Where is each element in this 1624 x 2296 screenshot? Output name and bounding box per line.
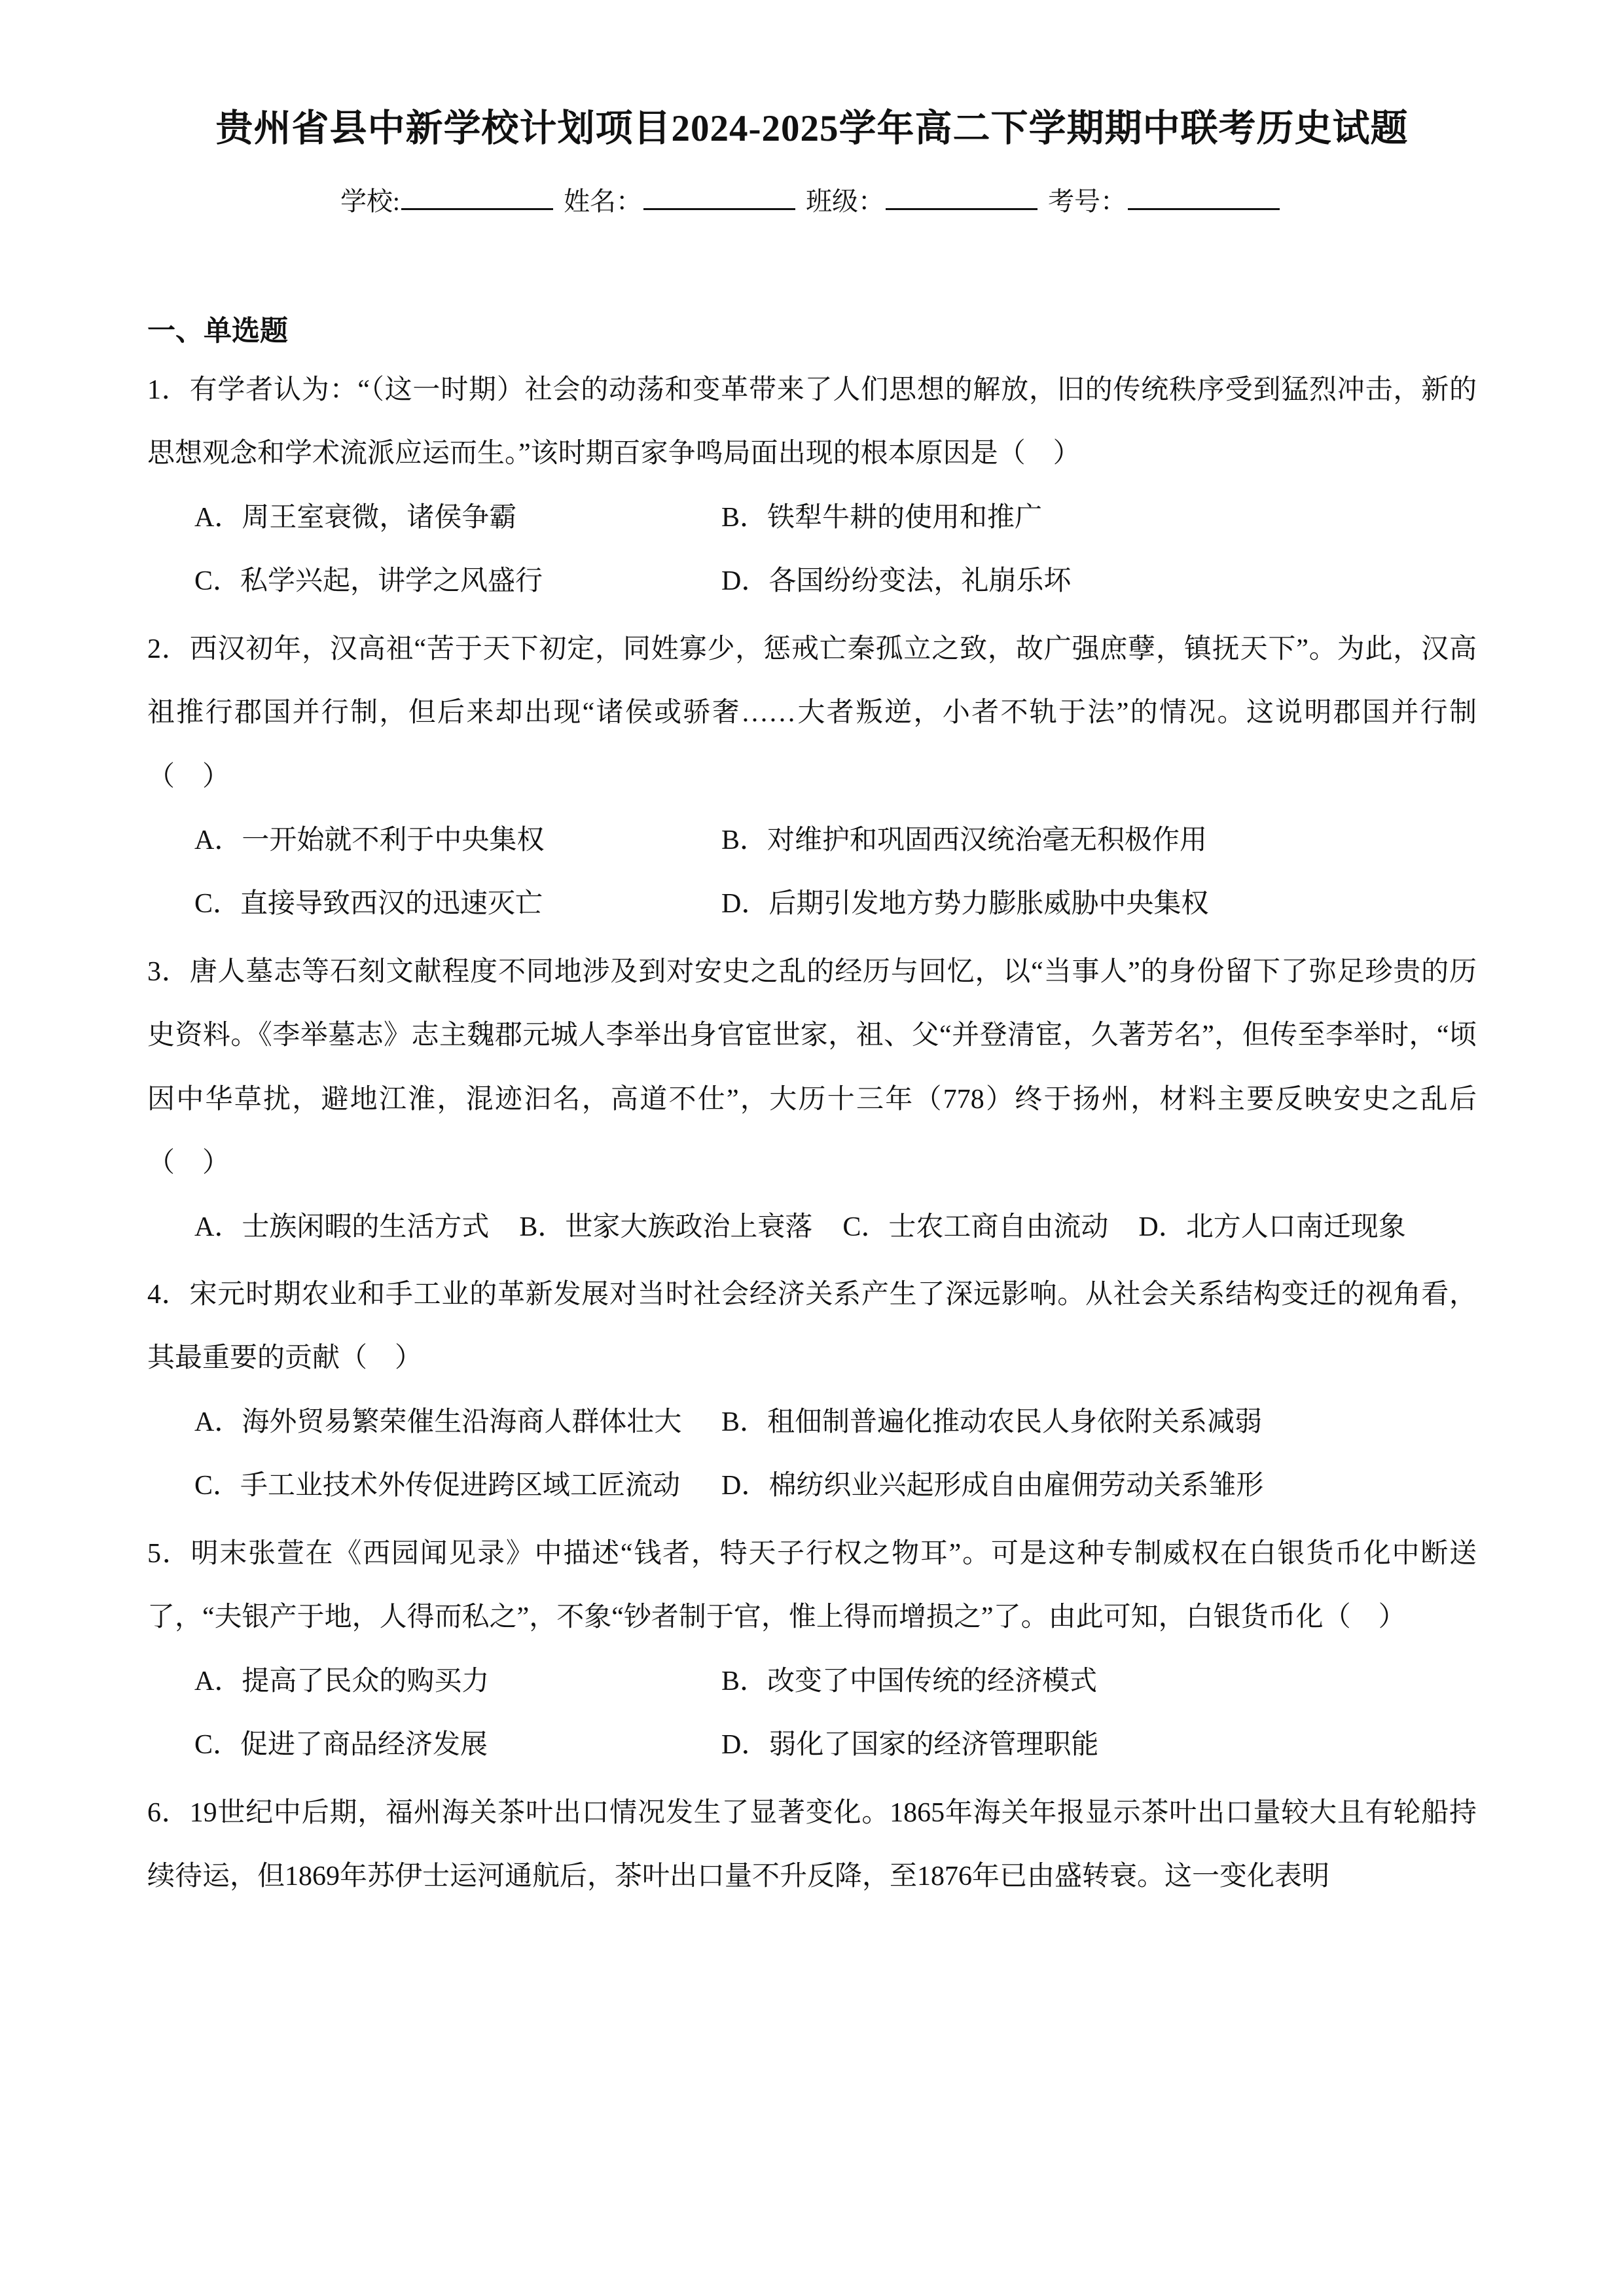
- question-2-option-b: B．对维护和巩固西汉统治毫无积极作用: [721, 825, 1208, 855]
- name-field: [564, 181, 799, 218]
- exam-no-blank: [1128, 181, 1280, 210]
- question-1-option-c: C．私学兴起，讲学之风盛行: [194, 566, 543, 597]
- question-1: [147, 359, 1477, 614]
- class-blank: [886, 181, 1038, 210]
- question-5-options: [147, 1650, 1477, 1778]
- question-1-option-a: A．周王室衰微，诸侯争霸: [194, 502, 517, 533]
- question-3-option-d: D．北方人口南迁现象: [1138, 1211, 1406, 1242]
- section-title: 一、单选题: [147, 316, 288, 348]
- exam-no-label: 考号：: [1048, 187, 1127, 217]
- school-blank: [401, 181, 553, 210]
- question-2-option-c: C．直接导致西汉的迅速灭亡: [194, 889, 543, 920]
- question-4-option-c: C．手工业技术外传促进跨区域工匠流动: [194, 1471, 681, 1501]
- question-6-stem: 6．19世纪中后期，福州海关茶叶出口情况发生了显著变化。1865年海关年报显示茶叶出口量较大且有轮船持续待运，但1869年苏伊士运河通航后，茶叶出口量不升反降，至1876年已由盛转衰。这一变化表明: [147, 1797, 1477, 1892]
- exam-title: 贵州省县中新学校计划项目2024-2025学年高二下学期期中联考历史试题: [215, 108, 1409, 149]
- name-label: 姓名：: [564, 187, 643, 217]
- question-5-stem: 5．明末张萱在《西园闻见录》中描述“钱者，特天子行权之物耳”。可是这种专制威权在白银货币化中断送了，“夫银产于地，人得而私之”，不象“钞者制于官，惟上得而增损之”了。由此可知，白银货币化（ ）: [147, 1538, 1477, 1633]
- question-4-options: [147, 1391, 1477, 1518]
- exam-no-field: [1048, 181, 1284, 218]
- question-5-option-b: B．改变了中国传统的经济模式: [721, 1666, 1098, 1696]
- question-2-stem: 2．西汉初年，汉高祖“苦于天下初定，同姓寡少，惩戒亡秦孤立之致，故广强庶孽，镇抚天下”。为此，汉高祖推行郡国并行制，但后来却出现“诸侯或骄奢……大者叛逆，小者不轨于法”的情况。这说明郡国并行制（ ）: [147, 634, 1477, 792]
- question-2-option-a: A．一开始就不利于中央集权: [194, 825, 545, 855]
- question-2: [147, 618, 1477, 937]
- school-label: 学校:: [340, 187, 401, 217]
- question-3-option-c: C．士农工商自由流动: [842, 1211, 1109, 1242]
- question-3-option-a: A．士族闲暇的生活方式: [194, 1211, 490, 1242]
- class-label: 班级：: [806, 187, 885, 217]
- question-2-option-d: D．后期引发地方势力膨胀威胁中央集权: [721, 889, 1209, 920]
- question-4-stem: 4．宋元时期农业和手工业的革新发展对当时社会经济关系产生了深远影响。从社会关系结构变迁的视角看，其最重要的贡献（ ）: [147, 1280, 1477, 1374]
- question-5-option-c: C．促进了商品经济发展: [194, 1730, 488, 1761]
- question-5: [147, 1522, 1477, 1778]
- question-4-option-b: B．租佃制普遍化推动农民人身依附关系减弱: [721, 1407, 1263, 1437]
- question-3-stem: 3．唐人墓志等石刻文献程度不同地涉及到对安史之乱的经历与回忆，以“当事人”的身份留下了弥足珍贵的历史资料。《李举墓志》志主魏郡元城人李举出身官宦世家，祖、父“并登清宦，久著芳名”，但传至李举时，“顷因中华草扰，避地江淮，混迹汩名，高道不仕”，大历十三年（778）终于扬州，材料主要反映安史之乱后（ ）: [147, 956, 1477, 1179]
- question-2-options: [147, 809, 1477, 937]
- question-1-option-b: B．铁犁牛耕的使用和推广: [721, 502, 1043, 533]
- name-blank: [643, 181, 795, 210]
- student-info-line: [147, 181, 1477, 218]
- question-3-options: [147, 1196, 1477, 1259]
- question-4: [147, 1263, 1477, 1518]
- question-4-option-a: A．海外贸易繁荣催生沿海商人群体壮大: [194, 1407, 682, 1437]
- question-3: [147, 941, 1477, 1259]
- question-5-option-a: A．提高了民众的购买力: [194, 1666, 490, 1696]
- class-field: [806, 181, 1041, 218]
- question-1-options: [147, 486, 1477, 614]
- question-6: [147, 1782, 1477, 1909]
- question-5-option-d: D．弱化了国家的经济管理职能: [721, 1730, 1099, 1761]
- school-field: [340, 181, 557, 218]
- question-4-option-d: D．棉纺织业兴起形成自由雇佣劳动关系雏形: [721, 1471, 1264, 1501]
- question-1-stem: 1．有学者认为：“（这一时期）社会的动荡和变革带来了人们思想的解放，旧的传统秩序受到猛烈冲击，新的思想观念和学术流派应运而生。”该时期百家争鸣局面出现的根本原因是（ ）: [147, 374, 1477, 469]
- question-3-option-b: B．世家大族政治上衰落: [519, 1211, 813, 1242]
- question-1-option-d: D．各国纷纷变法，礼崩乐坏: [721, 566, 1072, 597]
